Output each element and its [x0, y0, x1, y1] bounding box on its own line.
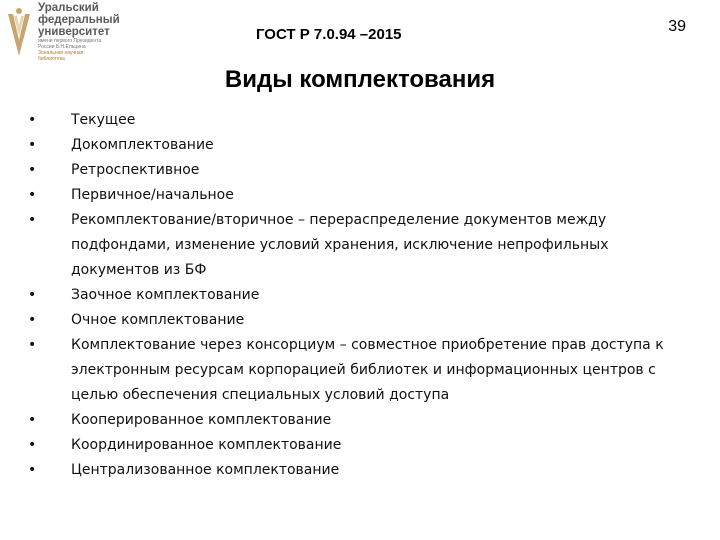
list-item [28, 208, 698, 283]
logo-emblem-icon [4, 6, 34, 58]
list-item-text: Очное комплектование [71, 312, 245, 328]
list-item-text: Текущее [71, 112, 136, 128]
list-item-text: Комплектование через консорциум – совместное приобретение прав доступа к электронным ресурсам корпорацией библиотек и информационных центров с целью обеспечения специальных условий доступа [71, 337, 664, 403]
bullet-icon: • [28, 112, 37, 128]
bullet-icon: • [28, 212, 37, 228]
logo-library: библиотека [38, 56, 65, 62]
bullet-icon: • [28, 137, 37, 153]
logo-line: Уральский [38, 2, 99, 14]
bullet-icon: • [28, 312, 37, 328]
bullet-icon: • [28, 287, 37, 303]
bullet-icon: • [28, 337, 37, 353]
list-item-text: Централизованное комплектование [71, 462, 340, 478]
logo-text [38, 2, 128, 62]
list-item-text: Кооперированное комплектование [71, 412, 332, 428]
list-item [28, 108, 698, 133]
list-item [28, 333, 698, 408]
list-item-text: Заочное комплектование [71, 287, 260, 303]
list-item [28, 283, 698, 308]
page-number: 39 [668, 18, 686, 35]
list-item [28, 133, 698, 158]
bullet-icon: • [28, 462, 37, 478]
slide-title: Виды комплектования [224, 66, 496, 93]
list-item-text: Координированное комплектование [71, 437, 342, 453]
list-item [28, 308, 698, 333]
logo-subtitle: имени первого Президента [38, 38, 102, 44]
bullet-icon: • [28, 162, 37, 178]
list-item [28, 183, 698, 208]
logo-library: Зональная научная [38, 50, 84, 56]
logo-line: федеральный [38, 14, 120, 26]
bullet-icon: • [28, 437, 37, 453]
list-item [28, 433, 698, 458]
list-item-text: Докомплектование [71, 137, 214, 153]
list-item-text: Рекомплектование/вторичное – перераспределение документов между подфондами, изменение условий хранения, исключение непрофильных документов из БФ [71, 212, 609, 278]
types-list [28, 108, 698, 483]
list-item [28, 158, 698, 183]
logo-subtitle: России Б.Н.Ельцина [38, 44, 86, 50]
logo-line: университет [38, 26, 110, 38]
university-logo [4, 2, 134, 64]
gost-header: ГОСТ Р 7.0.94 –2015 [256, 26, 402, 43]
bullet-icon: • [28, 187, 37, 203]
list-item [28, 408, 698, 433]
bullet-icon: • [28, 412, 37, 428]
list-item [28, 458, 698, 483]
list-item-text: Ретроспективное [71, 162, 200, 178]
list-item-text: Первичное/начальное [71, 187, 234, 203]
